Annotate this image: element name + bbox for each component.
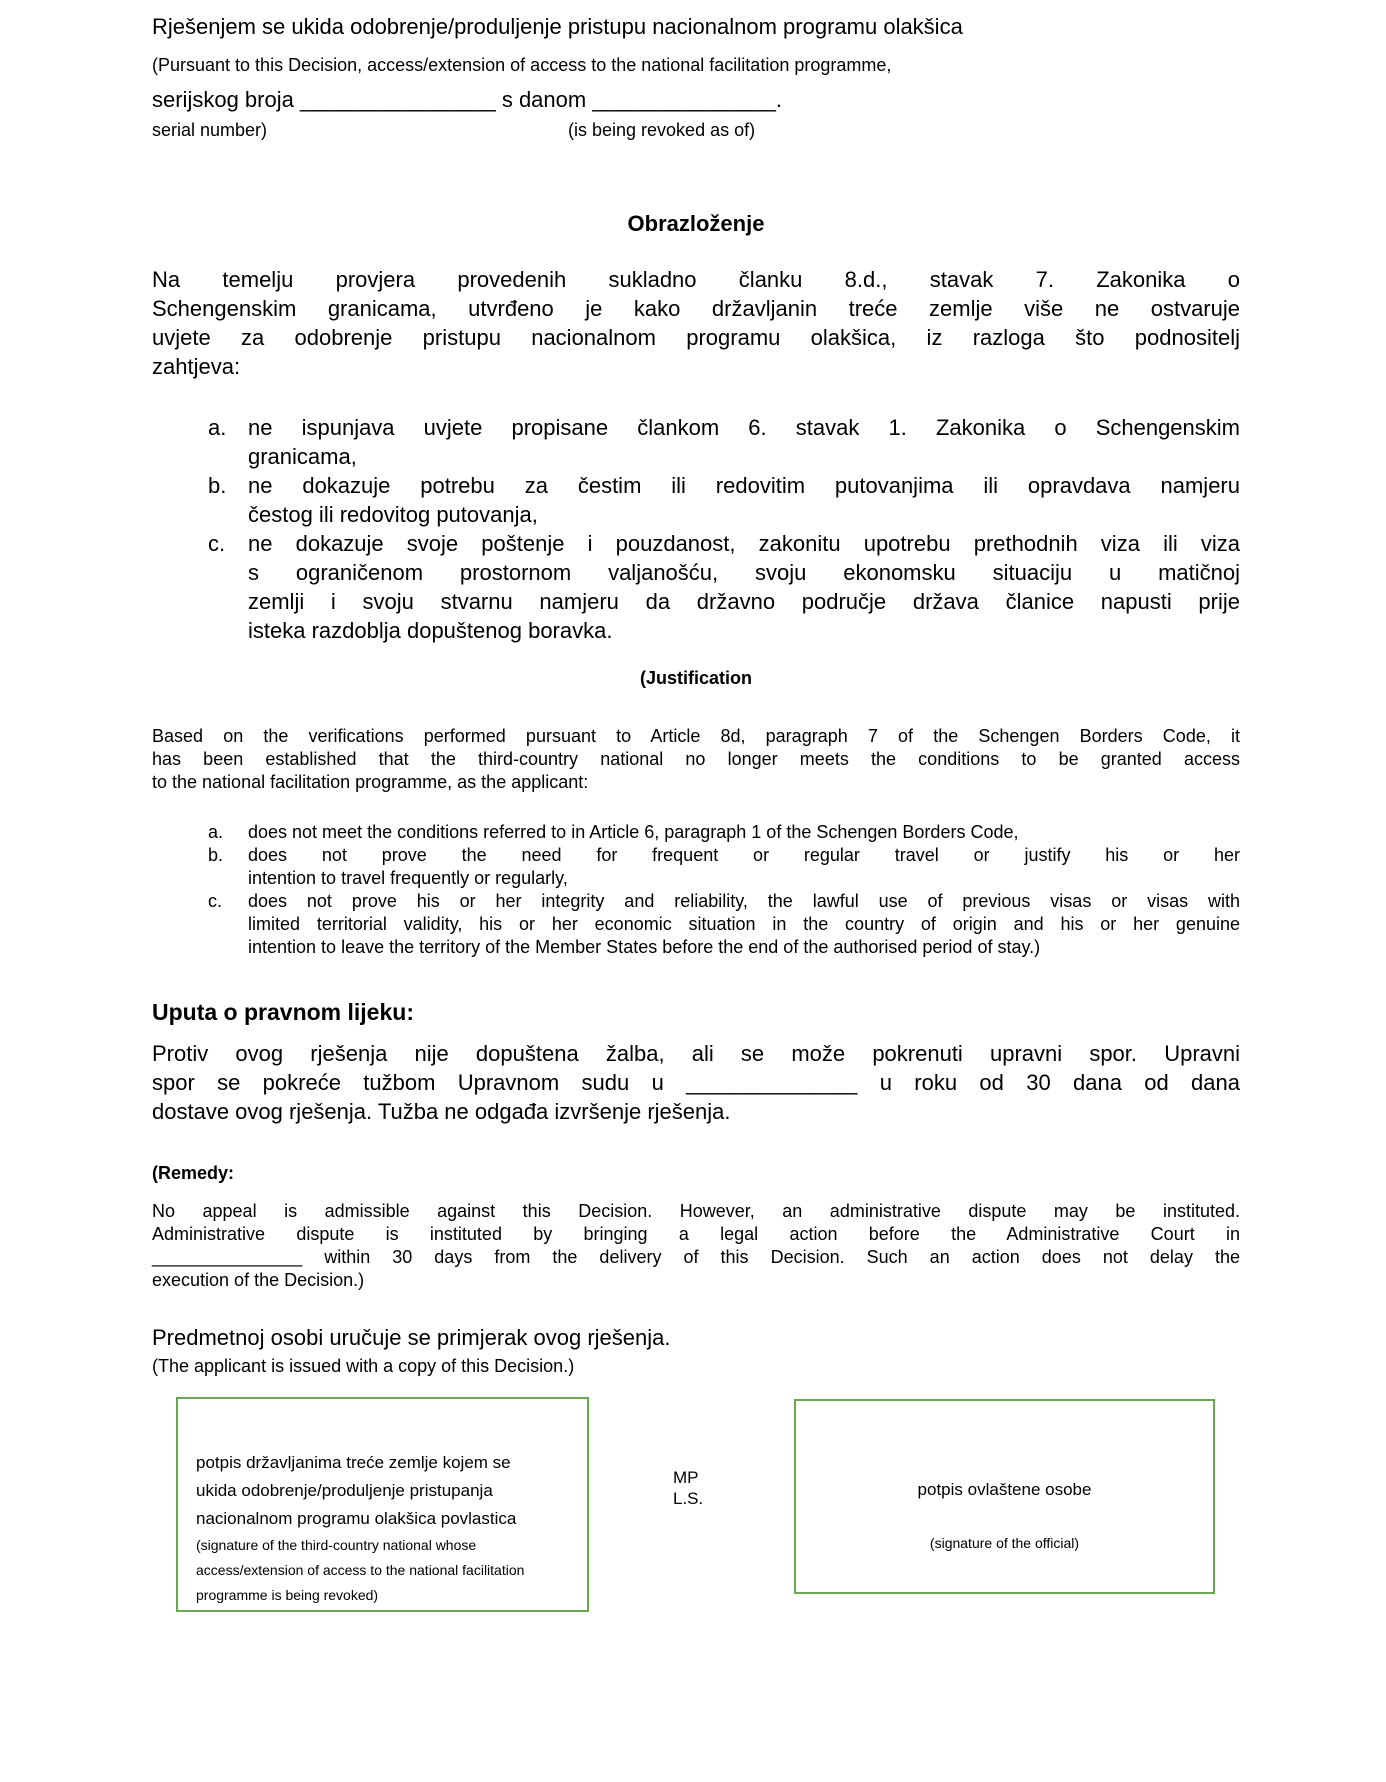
official-signature-label-hr: potpis ovlaštene osobe: [917, 1480, 1092, 1499]
remedy-paragraph-en: [152, 1200, 1240, 1292]
paragraph-line: _______________ within 30 days from the delivery of this Decision. Such an action does not delay the: [152, 1247, 1240, 1267]
list-item-line: s ograničenom prostornom valjanošću, svoju ekonomsku situaciju u matičnoj: [248, 560, 1240, 585]
list-marker: c.: [208, 891, 223, 911]
justification-paragraph-hr: [152, 265, 1240, 381]
list-item-line: ne dokazuje potrebu za čestim ili redovitim putovanjima ili opravdava namjeru: [248, 473, 1240, 498]
applicant-signature-label-en-line: access/extension of access to the national facilitation: [196, 1562, 525, 1578]
paragraph-line: to the national facilitation programme, as the applicant:: [152, 772, 589, 792]
justification-heading-hr: Obrazloženje: [627, 211, 765, 236]
paragraph-line: Administrative dispute is instituted by bringing a legal action before the Administrative Court in: [152, 1224, 1240, 1244]
justification-paragraph-en: [152, 725, 1240, 794]
list-item-line: limited territorial validity, his or her economic situation in the country of origin and his or her genuine: [248, 914, 1240, 934]
list-item-line: does not prove his or her integrity and reliability, the lawful use of previous visas or visas with: [248, 891, 1240, 911]
list-item-line: ne dokazuje svoje poštenje i pouzdanost, zakonitu upotrebu prethodnih viza ili viza: [248, 531, 1240, 556]
applicant-signature-box: [176, 1397, 589, 1612]
list-item-c-hr: [208, 529, 1240, 645]
revoked-as-of-note-en: (is being revoked as of): [568, 120, 756, 140]
list-item-line: intention to leave the territory of the Member States before the end of the authorised period of stay.): [248, 937, 1041, 957]
list-item-line: ne ispunjava uvjete propisane člankom 6. stavak 1. Zakonika o Schengenskim: [248, 415, 1240, 440]
seal-abbr-hr: MP: [673, 1468, 699, 1487]
list-item-line: zemlji i svoju stvarnu namjeru da državno područje država članice napusti prije: [248, 589, 1240, 614]
remedy-paragraph-hr: [152, 1039, 1240, 1126]
official-seal-placeholder: [673, 1467, 703, 1509]
paragraph-line: Protiv ovog rješenja nije dopuštena žalba, ali se može pokrenuti upravni spor. Upravni: [152, 1041, 1240, 1066]
paragraph-line: zahtjeva:: [152, 354, 241, 379]
paragraph-line: Based on the verifications performed pursuant to Article 8d, paragraph 7 of the Schengen Borders Code, it: [152, 726, 1240, 746]
list-item-b-hr: [208, 471, 1240, 529]
paragraph-line: Schengenskim granicama, utvrđeno je kako državljanin treće zemlje više ne ostvaruje: [152, 296, 1240, 321]
justification-heading-en: (Justification: [639, 668, 752, 688]
paragraph-line: dostave ovog rješenja. Tužba ne odgađa izvršenje rješenja.: [152, 1099, 731, 1124]
seal-abbr-latin: L.S.: [673, 1489, 704, 1508]
list-item-line: does not meet the conditions referred to in Article 6, paragraph 1 of the Schengen Borders Code,: [248, 822, 1019, 842]
list-item-a-hr: [208, 413, 1240, 471]
list-marker: b.: [208, 473, 227, 498]
justification-list-en: [208, 821, 1240, 959]
paragraph-line: has been established that the third-country national no longer meets the conditions to be granted access: [152, 749, 1240, 769]
decision-title-hr: Rješenjem se ukida odobrenje/produljenje pristupu nacionalnom programu olakšica: [152, 14, 963, 39]
applicant-signature-label-en-line: programme is being revoked): [196, 1587, 379, 1603]
applicant-signature-label-hr-line: ukida odobrenje/produljenje pristupanja: [196, 1481, 493, 1500]
service-line-en: (The applicant is issued with a copy of this Decision.): [152, 1356, 575, 1376]
applicant-signature-label-hr-line: nacionalnom programu olakšica povlastica: [196, 1509, 517, 1528]
official-signature-label-en: (signature of the official): [929, 1535, 1080, 1551]
applicant-signature-label-en-line: (signature of the third-country national whose: [196, 1537, 477, 1553]
list-item-line: intention to travel frequently or regularly,: [248, 868, 568, 888]
paragraph-line: uvjete za odobrenje pristupu nacionalnom programu olakšica, iz razloga što podnositelj: [152, 325, 1240, 350]
paragraph-line: execution of the Decision.): [152, 1270, 365, 1290]
serial-number-line-hr: serijskog broja ________________ s danom _______________.: [152, 87, 782, 112]
remedy-heading-en: (Remedy:: [152, 1163, 235, 1183]
serial-number-line-en: [152, 119, 1240, 142]
list-item-line: granicama,: [248, 444, 357, 469]
service-line-hr: Predmetnoj osobi uručuje se primjerak ovog rješenja.: [152, 1325, 671, 1350]
list-item-c-en: [208, 890, 1240, 959]
list-item-line: čestog ili redovitog putovanja,: [248, 502, 538, 527]
applicant-signature-label-hr-line: potpis državljanima treće zemlje kojem se: [196, 1453, 511, 1472]
list-item-line: does not prove the need for frequent or regular travel or justify his or her: [248, 845, 1240, 865]
list-item-a-en: [208, 821, 1240, 844]
paragraph-line: Na temelju provjera provedenih sukladno članku 8.d., stavak 7. Zakonika o: [152, 267, 1240, 292]
official-signature-box: [794, 1399, 1215, 1594]
list-marker: a.: [208, 822, 224, 842]
list-item-b-en: [208, 844, 1240, 890]
paragraph-line: No appeal is admissible against this Decision. However, an administrative dispute may be instituted.: [152, 1201, 1240, 1221]
paragraph-line: spor se pokreće tužbom Upravnom sudu u ______________ u roku od 30 dana od dana: [152, 1070, 1240, 1095]
signature-section: [152, 1397, 1240, 1622]
list-marker: b.: [208, 845, 224, 865]
list-marker: a.: [208, 415, 227, 440]
remedy-heading-hr: Uputa o pravnom lijeku:: [152, 999, 414, 1025]
serial-number-label-en: serial number): [152, 120, 268, 140]
list-item-line: isteka razdoblja dopuštenog boravka.: [248, 618, 613, 643]
list-marker: c.: [208, 531, 226, 556]
decision-title-en: (Pursuant to this Decision, access/extension of access to the national facilitation programme,: [152, 55, 892, 75]
justification-list-hr: [208, 413, 1240, 645]
